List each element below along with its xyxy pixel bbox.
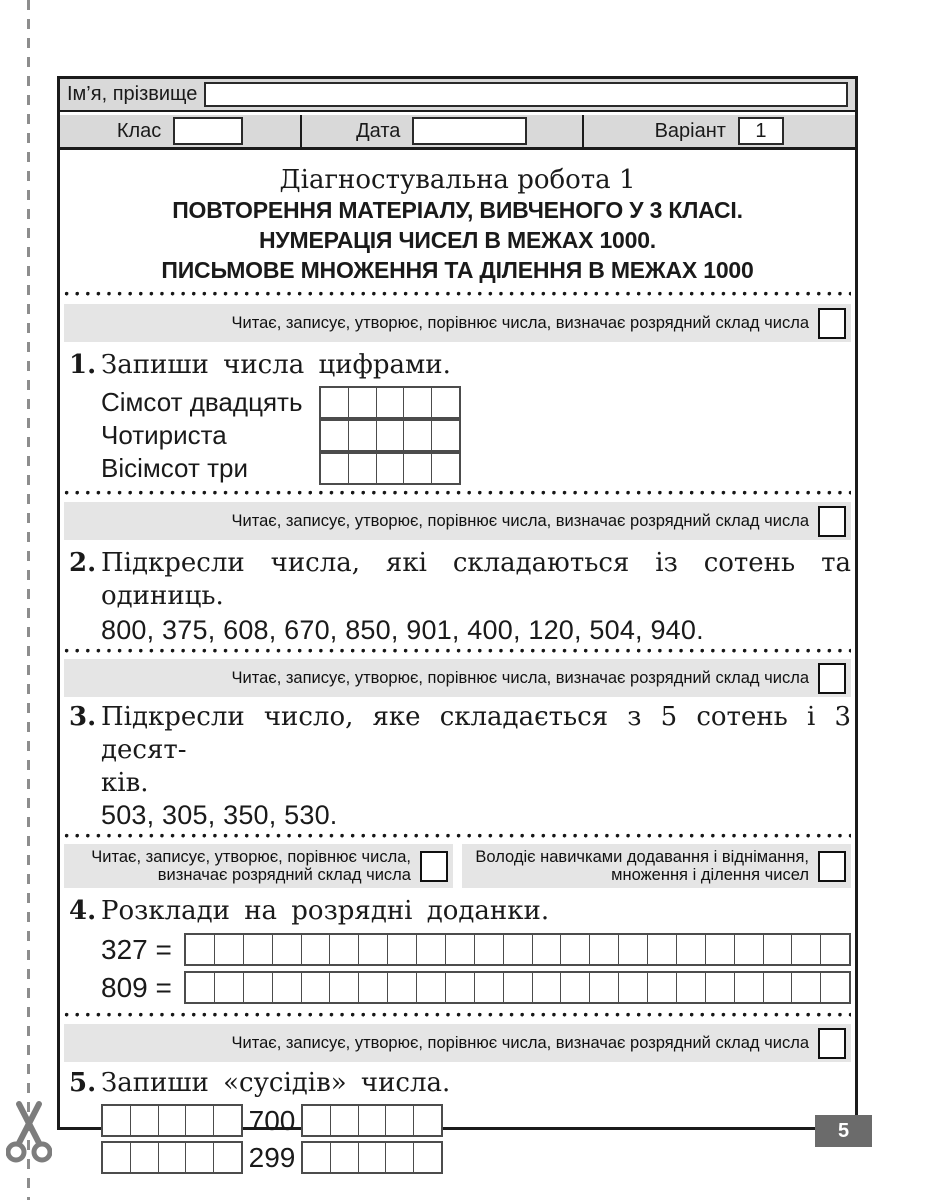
task-2-numbers: 800, 375, 608, 670, 850, 901, 400, 120, 504, 940. <box>101 615 704 645</box>
answer-cell[interactable] <box>504 935 533 964</box>
answer-grid <box>101 1104 243 1137</box>
answer-cell[interactable] <box>404 454 432 483</box>
answer-cell[interactable] <box>432 454 459 483</box>
task-3-number: 3. <box>69 702 97 732</box>
answer-cell[interactable] <box>214 1106 241 1135</box>
answer-cell[interactable] <box>321 388 349 417</box>
answer-cell[interactable] <box>446 973 475 1002</box>
answer-cell[interactable] <box>432 388 459 417</box>
dotted-separator <box>64 490 851 495</box>
answer-cell[interactable] <box>302 935 331 964</box>
answer-cell[interactable] <box>273 973 302 1002</box>
answer-cell[interactable] <box>303 1143 331 1172</box>
competency-bar-operations <box>462 844 851 888</box>
answer-cell[interactable] <box>417 973 446 1002</box>
task-4-row-label: 327 = <box>101 933 172 965</box>
answer-cell[interactable] <box>821 973 849 1002</box>
answer-cell[interactable] <box>377 421 405 450</box>
answer-cell[interactable] <box>159 1106 187 1135</box>
dotted-separator <box>64 1012 851 1017</box>
answer-cell[interactable] <box>619 973 648 1002</box>
answer-cell[interactable] <box>359 1106 387 1135</box>
date-input[interactable] <box>412 117 527 145</box>
answer-cell[interactable] <box>475 973 504 1002</box>
answer-grid <box>184 933 851 966</box>
answer-cell[interactable] <box>103 1106 131 1135</box>
answer-cell[interactable] <box>244 935 273 964</box>
answer-cell[interactable] <box>677 935 706 964</box>
answer-cell[interactable] <box>735 935 764 964</box>
answer-cell[interactable] <box>764 935 793 964</box>
competency-bar <box>64 304 851 342</box>
answer-cell[interactable] <box>214 1143 241 1172</box>
answer-grid <box>301 1141 443 1174</box>
answer-grid <box>319 452 461 485</box>
task-1-text: Запиши числа цифрами. <box>101 350 451 380</box>
answer-cell[interactable] <box>792 973 821 1002</box>
competency-text: Читає, записує, утворює, порівнює числа, визначає розрядний склад числа <box>231 669 809 687</box>
competency-bar-numbers <box>64 844 453 888</box>
task-3-heading <box>64 701 851 767</box>
answer-cell[interactable] <box>792 935 821 964</box>
answer-cell[interactable] <box>432 421 459 450</box>
competency-bar <box>64 659 851 697</box>
variant-input[interactable]: 1 <box>738 117 784 145</box>
task-5-text: Запиши «сусідів» числа. <box>101 1068 451 1098</box>
competency-bar <box>64 502 851 540</box>
class-date-variant-row <box>60 115 855 150</box>
class-input[interactable] <box>173 117 243 145</box>
answer-cell[interactable] <box>590 935 619 964</box>
answer-cell[interactable] <box>349 454 377 483</box>
answer-cell[interactable] <box>504 973 533 1002</box>
answer-cell[interactable] <box>377 388 405 417</box>
competency-text: Володіє навичками додавання і віднімання, множення і ділення чисел <box>475 848 809 884</box>
dotted-separator <box>64 833 851 838</box>
task-5-number: 5. <box>69 1068 97 1098</box>
answer-cell[interactable] <box>388 935 417 964</box>
answer-cell[interactable] <box>619 935 648 964</box>
answer-cell[interactable] <box>735 973 764 1002</box>
task-4-row-label: 809 = <box>101 971 172 1003</box>
scissors-icon <box>6 1100 52 1164</box>
answer-cell[interactable] <box>215 935 244 964</box>
cut-line <box>27 0 30 1200</box>
name-input[interactable] <box>204 82 848 107</box>
answer-cell[interactable] <box>386 1143 414 1172</box>
task-4-number: 4. <box>69 896 97 926</box>
worksheet-page <box>57 76 858 1173</box>
task-4-row <box>101 971 851 1004</box>
assessment-checkbox[interactable] <box>420 851 448 882</box>
answer-cell[interactable] <box>359 935 388 964</box>
assessment-checkbox[interactable] <box>818 308 846 339</box>
answer-cell[interactable] <box>186 1106 214 1135</box>
answer-cell[interactable] <box>330 973 359 1002</box>
document-title: Діагностувальна робота 1 <box>279 165 636 195</box>
answer-cell[interactable] <box>186 935 215 964</box>
answer-cell[interactable] <box>404 388 432 417</box>
answer-cell[interactable] <box>377 454 405 483</box>
answer-cell[interactable] <box>533 935 562 964</box>
task-4-text: Розклади на розрядні доданки. <box>101 896 550 926</box>
task-3-text-line2: ків. <box>101 768 149 798</box>
competency-bar-pair <box>64 844 851 888</box>
task-3-numbers: 503, 305, 350, 530. <box>101 800 338 830</box>
assessment-checkbox[interactable] <box>818 663 846 694</box>
class-label: Клас <box>116 119 162 142</box>
date-label: Дата <box>356 119 401 142</box>
answer-grid <box>319 419 461 452</box>
name-row <box>60 79 855 112</box>
answer-grid <box>101 1141 243 1174</box>
answer-cell[interactable] <box>330 935 359 964</box>
answer-grid <box>319 386 461 419</box>
answer-cell[interactable] <box>446 935 475 964</box>
task-2-number: 2. <box>69 548 97 578</box>
answer-cell[interactable] <box>303 1106 331 1135</box>
task-1-number: 1. <box>69 350 97 380</box>
name-label: Ім’я, прізвище <box>67 83 198 105</box>
answer-cell[interactable] <box>186 973 215 1002</box>
answer-cell[interactable] <box>590 973 619 1002</box>
answer-cell[interactable] <box>706 935 735 964</box>
task-1-heading <box>64 349 851 382</box>
answer-cell[interactable] <box>533 973 562 1002</box>
answer-cell[interactable] <box>764 973 793 1002</box>
answer-cell[interactable] <box>414 1143 441 1172</box>
answer-cell[interactable] <box>131 1106 159 1135</box>
answer-cell[interactable] <box>273 935 302 964</box>
dotted-separator <box>64 291 851 296</box>
answer-cell[interactable] <box>821 935 849 964</box>
task-1-item-row <box>101 419 851 452</box>
task-5-center-number: 299 <box>248 1141 296 1173</box>
competency-bar <box>64 1024 851 1062</box>
answer-cell[interactable] <box>561 973 590 1002</box>
answer-grid <box>184 971 851 1004</box>
task-2-text: Підкресли числа, які складаються із сотень та одиниць. <box>101 548 851 611</box>
answer-cell[interactable] <box>417 935 446 964</box>
dotted-separator <box>64 648 851 653</box>
answer-cell[interactable] <box>359 1143 387 1172</box>
answer-cell[interactable] <box>677 973 706 1002</box>
answer-cell[interactable] <box>215 973 244 1002</box>
answer-cell[interactable] <box>404 421 432 450</box>
answer-cell[interactable] <box>244 973 273 1002</box>
answer-cell[interactable] <box>414 1106 441 1135</box>
task-4-heading <box>64 895 851 928</box>
answer-cell[interactable] <box>359 973 388 1002</box>
answer-grid <box>301 1104 443 1137</box>
competency-text: Читає, записує, утворює, порівнює числа, визначає розрядний склад числа <box>231 512 809 530</box>
answer-cell[interactable] <box>302 973 331 1002</box>
answer-cell[interactable] <box>388 973 417 1002</box>
answer-cell[interactable] <box>331 1143 359 1172</box>
answer-cell[interactable] <box>103 1143 131 1172</box>
task-2-heading <box>64 547 851 613</box>
answer-cell[interactable] <box>349 388 377 417</box>
answer-cell[interactable] <box>159 1143 187 1172</box>
task-5-heading <box>64 1067 851 1100</box>
competency-text: Читає, записує, утворює, порівнює числа, визначає розрядний склад числа <box>91 848 411 884</box>
answer-cell[interactable] <box>561 935 590 964</box>
answer-cell[interactable] <box>386 1106 414 1135</box>
task-1-item-row <box>101 452 851 485</box>
competency-text: Читає, записує, утворює, порівнює числа, визначає розрядний склад числа <box>231 314 809 332</box>
answer-cell[interactable] <box>321 421 349 450</box>
answer-cell[interactable] <box>706 973 735 1002</box>
task-4-row <box>101 933 851 966</box>
page-number-badge: 5 <box>815 1115 872 1147</box>
assessment-checkbox[interactable] <box>818 506 846 537</box>
document-subtitle-line3: ПИСЬМОВЕ МНОЖЕННЯ ТА ДІЛЕННЯ В МЕЖАХ 1000 <box>161 257 754 283</box>
task-1-item-row <box>101 386 851 419</box>
task-1-item-label: Вісімсот три <box>101 453 248 483</box>
answer-cell[interactable] <box>648 973 677 1002</box>
answer-cell[interactable] <box>349 421 377 450</box>
answer-cell[interactable] <box>331 1106 359 1135</box>
answer-cell[interactable] <box>475 935 504 964</box>
variant-label: Варіант <box>654 119 726 142</box>
answer-cell[interactable] <box>186 1143 214 1172</box>
task-5-row <box>101 1141 851 1174</box>
task-3-text-line1: Підкресли число, яке складається з 5 сотень і 3 десят- <box>101 702 851 765</box>
task-1-item-label: Чотириста <box>101 420 227 450</box>
assessment-checkbox[interactable] <box>818 851 846 882</box>
answer-cell[interactable] <box>131 1143 159 1172</box>
task-1-item-label: Сімсот двадцять <box>101 387 303 417</box>
document-subtitle-line1: ПОВТОРЕННЯ МАТЕРІАЛУ, ВИВЧЕНОГО У 3 КЛАСІ. <box>172 197 743 223</box>
document-subtitle-line2: НУМЕРАЦІЯ ЧИСЕЛ В МЕЖАХ 1000. <box>258 227 656 253</box>
assessment-checkbox[interactable] <box>818 1028 846 1059</box>
answer-cell[interactable] <box>648 935 677 964</box>
task-5-row <box>101 1104 851 1137</box>
competency-text: Читає, записує, утворює, порівнює числа, визначає розрядний склад числа <box>231 1034 809 1052</box>
task-5-center-number: 700 <box>248 1104 296 1136</box>
answer-cell[interactable] <box>321 454 349 483</box>
